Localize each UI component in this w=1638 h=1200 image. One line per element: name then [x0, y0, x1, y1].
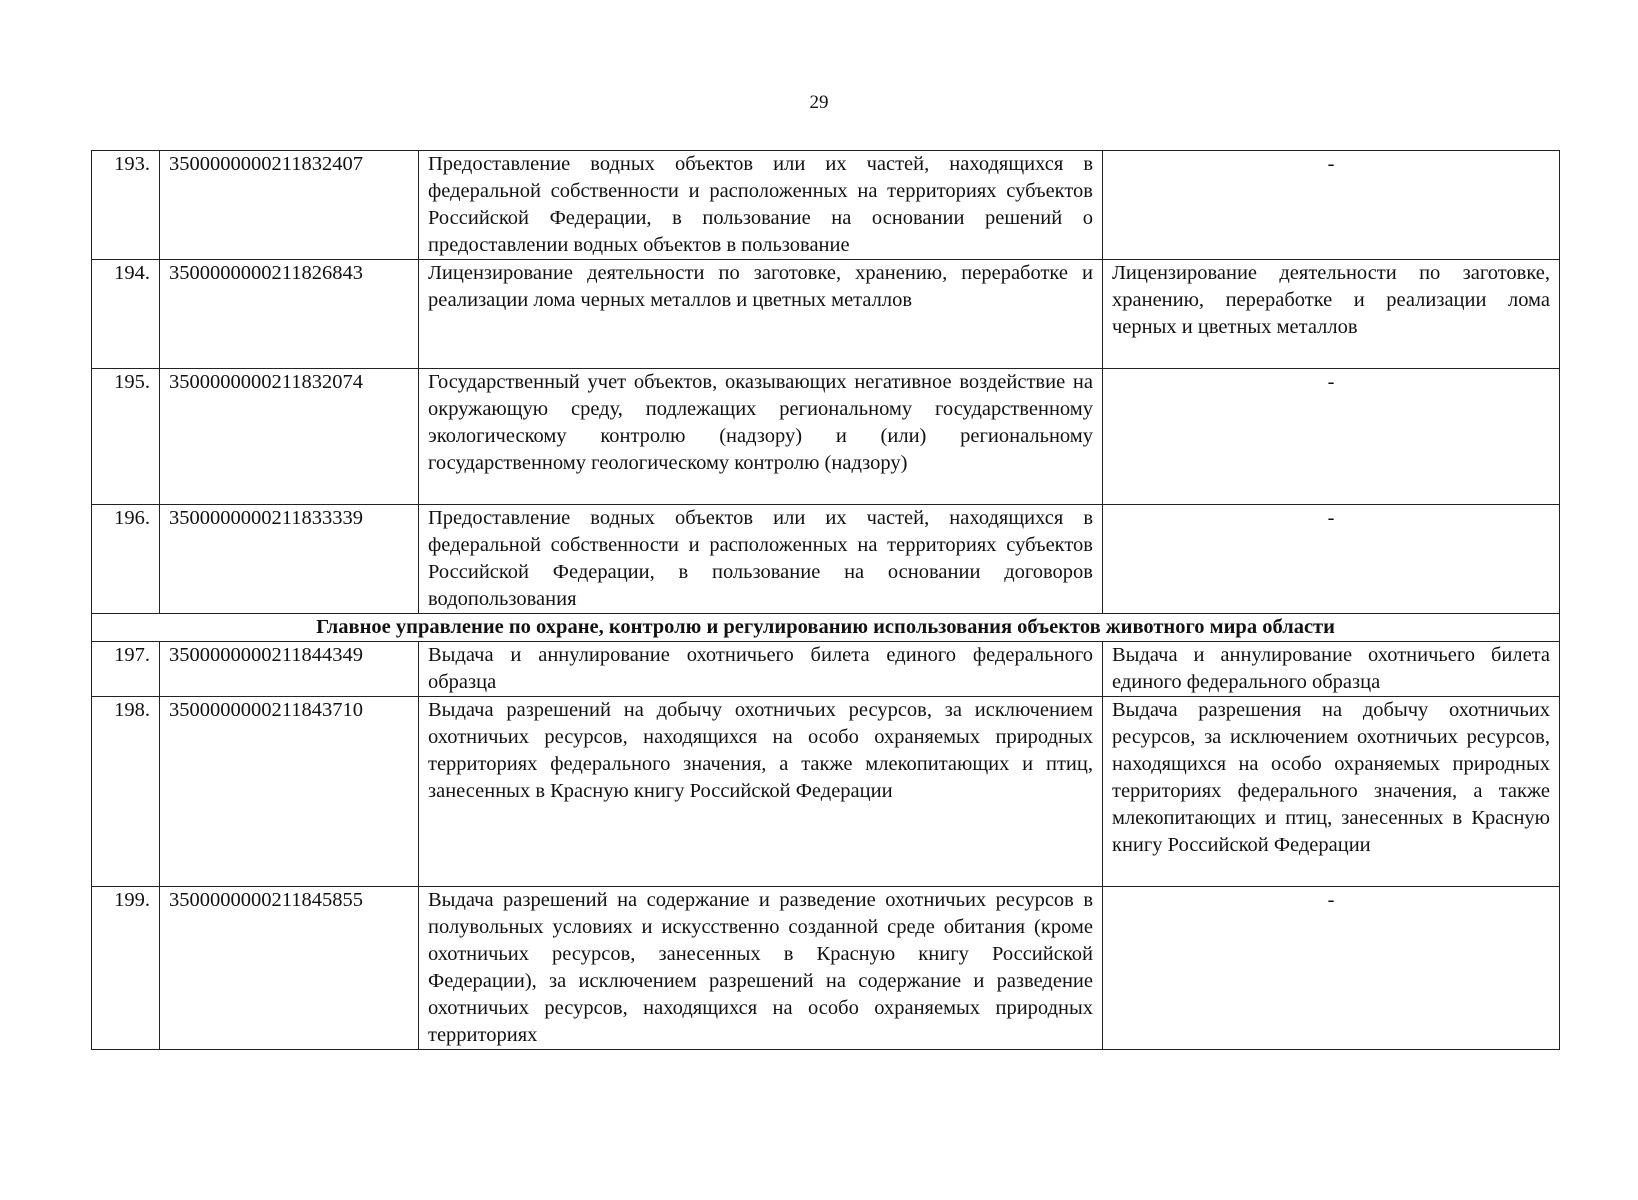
service-note: -	[1103, 505, 1560, 614]
page-number: 29	[809, 92, 829, 113]
service-code: 3500000000211843710	[160, 697, 419, 887]
service-name: Государственный учет объектов, оказывающих негативное воздействие на окружающую среду, подлежащих региональному государственному экологическому контролю (надзору) и (или) региональному государственному геологическому контролю (надзору)	[419, 369, 1103, 505]
service-note: -	[1103, 369, 1560, 505]
row-number: 193.	[92, 151, 160, 260]
service-name: Выдача разрешений на добычу охотничьих ресурсов, за исключением охотничьих ресурсов, находящихся на особо охраняемых природных территориях федерального значения, а также млекопитающих и птиц, занесенных в Красную книгу Российской Федерации	[419, 697, 1103, 887]
section-title: Главное управление по охране, контролю и регулированию использования объектов животного мира области	[92, 614, 1560, 642]
service-code: 3500000000211844349	[160, 642, 419, 697]
table-row	[92, 887, 1560, 1050]
service-code: 3500000000211832074	[160, 369, 419, 505]
service-note: Выдача и аннулирование охотничьего билета единого федерального образца	[1103, 642, 1560, 697]
services-registry-table	[91, 150, 1560, 1050]
service-code: 3500000000211833339	[160, 505, 419, 614]
table-row	[92, 151, 1560, 260]
service-note: -	[1103, 887, 1560, 1050]
table-row	[92, 642, 1560, 697]
service-code: 3500000000211845855	[160, 887, 419, 1050]
table-row	[92, 260, 1560, 369]
service-name: Предоставление водных объектов или их частей, находящихся в федеральной собственности и расположенных на территориях субъектов Российской Федерации, в пользование на основании договоров водопользования	[419, 505, 1103, 614]
service-note: Выдача разрешения на добычу охотничьих ресурсов, за исключением охотничьих ресурсов, находящихся на особо охраняемых природных территориях федерального значения, а также млекопитающих и птиц, занесенных в Красную книгу Российской Федерации	[1103, 697, 1560, 887]
service-name: Выдача и аннулирование охотничьего билета единого федерального образца	[419, 642, 1103, 697]
table-row	[92, 369, 1560, 505]
row-number: 195.	[92, 369, 160, 505]
row-number: 198.	[92, 697, 160, 887]
service-note: -	[1103, 151, 1560, 260]
row-number: 199.	[92, 887, 160, 1050]
service-name: Лицензирование деятельности по заготовке, хранению, переработке и реализации лома черных металлов и цветных металлов	[419, 260, 1103, 369]
row-number: 196.	[92, 505, 160, 614]
service-note: Лицензирование деятельности по заготовке, хранению, переработке и реализации лома черных и цветных металлов	[1103, 260, 1560, 369]
service-code: 350000000021183240​7	[160, 151, 419, 260]
row-number: 197.	[92, 642, 160, 697]
table-row	[92, 697, 1560, 887]
table-row	[92, 505, 1560, 614]
row-number: 194.	[92, 260, 160, 369]
section-header-row	[92, 614, 1560, 642]
service-code: 3500000000211826843	[160, 260, 419, 369]
service-name: Выдача разрешений на содержание и разведение охотничьих ресурсов в полувольных условиях и искусственно созданной среде обитания (кроме охотничьих ресурсов, занесенных в Красную книгу Российской Федерации), за исключением разрешений на содержание и разведение охотничьих ресурсов, находящихся на особо охраняемых природных территориях	[419, 887, 1103, 1050]
service-name: Предоставление водных объектов или их частей, находящихся в федеральной собственности и расположенных на территориях субъектов Российской Федерации, в пользование на основании решений о предоставлении водных объектов в пользование	[419, 151, 1103, 260]
